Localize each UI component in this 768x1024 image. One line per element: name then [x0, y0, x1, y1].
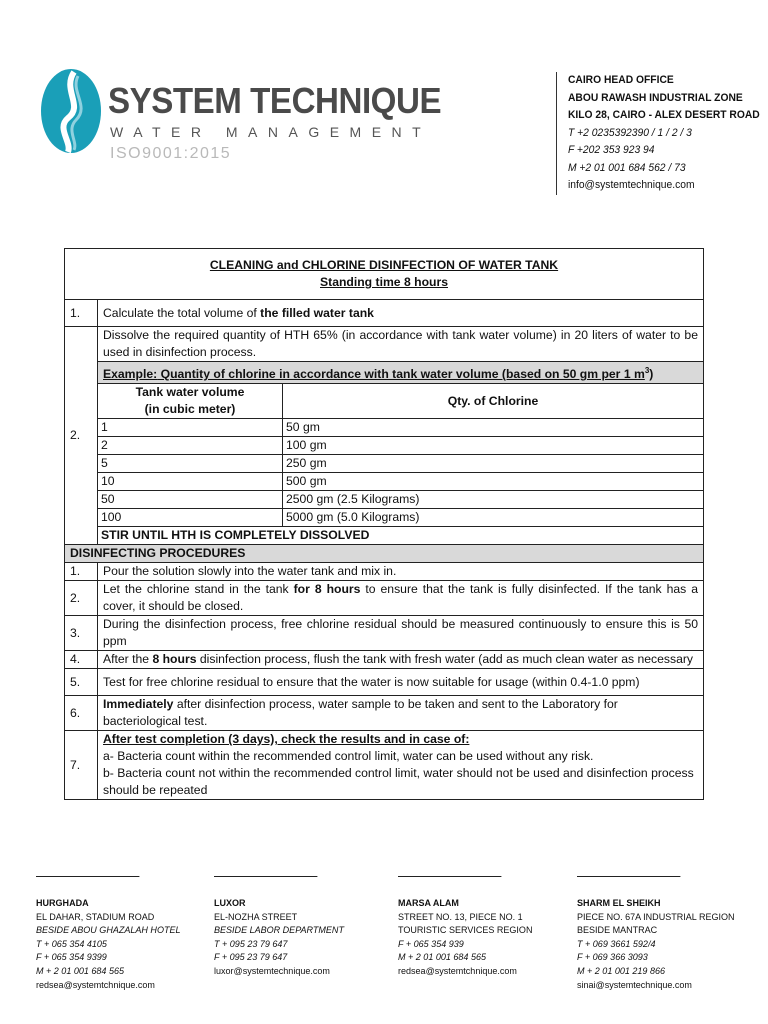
quantity-cell: 50 gm [283, 419, 704, 437]
head-office-line: KILO 28, CAIRO - ALEX DESERT ROAD [567, 109, 760, 121]
example-line: Example: Quantity of chlorine in accordance with tank water volume (based on 50 gm per 1 $m^3$) [98, 362, 703, 384]
head-office-line: CAIRO HEAD OFFICE [567, 74, 674, 86]
procedure-row [65, 563, 704, 581]
volume-cell: 5 [98, 455, 283, 473]
step-content [98, 327, 704, 545]
procedure-text: Let the chlorine stand in the tank for 8 hours to ensure that the tank is fully disinfected. If the tank has a cover, it should be closed. [98, 581, 704, 616]
quantity-cell: 2500 gm (2.5 Kilograms) [283, 491, 704, 509]
branch-line: BESIDE LABOR DEPARTMENT [214, 925, 344, 937]
column-header-volume: Tank water volume (in cubic meter) [98, 384, 283, 419]
branch-city: SHARM EL SHEIKH [577, 898, 661, 909]
branch-sharm-el-sheikh [577, 876, 739, 992]
procedure-number: 4. [65, 651, 98, 669]
procedure-text: Test for free chlorine residual to ensure that the water is now suitable for usage (within 0.4-1.0 ppm) [98, 669, 704, 696]
procedure-row [65, 669, 704, 696]
branch-luxor [214, 876, 376, 979]
result-option-b: b- Bacteria count not within the recommended control limit, water should not be used and disinfection process should be repeated [103, 766, 694, 798]
branch-phone: T + 069 3661 592/4 [577, 938, 656, 950]
table-header-row [98, 384, 703, 419]
branch-phone: T + 095 23 79 647 [214, 938, 288, 950]
branch-email: luxor@systemtechnique.com [214, 965, 330, 977]
procedure-row [65, 731, 704, 800]
volume-cell: 100 [98, 509, 283, 527]
head-office-address [556, 72, 760, 195]
step-number: 1. [65, 300, 98, 327]
branch-fax: F + 065 354 9399 [36, 952, 107, 964]
branch-line: TOURISTIC SERVICES REGION [398, 925, 533, 937]
quantity-cell: 250 gm [283, 455, 704, 473]
quantity-cell: 100 gm [283, 437, 704, 455]
stir-instruction: STIR UNTIL HTH IS COMPLETELY DISSOLVED [98, 527, 703, 545]
branch-city: LUXOR [214, 898, 246, 909]
branch-hurghada [36, 876, 198, 992]
branch-fax: F + 065 354 939 [398, 938, 464, 950]
company-logo [38, 66, 104, 156]
procedure-number: 7. [65, 731, 98, 800]
branch-mobile: M + 2 01 001 684 565 [36, 965, 125, 977]
company-tagline: WATER MANAGEMENT [110, 124, 432, 140]
procedure-row [65, 616, 704, 651]
document-title: CLEANING and CHLORINE DISINFECTION OF WATER TANK [209, 258, 559, 272]
volume-cell: 2 [98, 437, 283, 455]
step-row [65, 327, 704, 545]
table-row [98, 473, 703, 491]
volume-cell: 10 [98, 473, 283, 491]
head-office-line: ABOU RAWASH INDUSTRIAL ZONE [567, 91, 743, 104]
branch-marsa-alam [398, 876, 560, 979]
step-row [65, 300, 704, 327]
result-option-a: a- Bacteria count within the recommended control limit, water can be used without any risk. [103, 749, 594, 764]
branch-line: STREET NO. 13, PIECE NO. 1 [398, 911, 523, 923]
procedure-row [65, 581, 704, 616]
branch-line: EL-NOZHA STREET [214, 911, 298, 923]
step-text: Calculate the total volume of the filled water tank [98, 300, 704, 327]
branch-line: PIECE NO. 67A INDUSTRIAL REGION [577, 911, 735, 923]
branch-line: BESIDE MANTRAC [577, 925, 658, 937]
iso-certification: ISO9001:2015 [110, 145, 232, 162]
branch-city: MARSA ALAM [398, 898, 459, 909]
procedure-text: During the disinfection process, free chlorine residual should be measured continuously to ensure this is 50 ppm [98, 616, 704, 651]
branch-mobile: M + 2 01 001 219 866 [577, 965, 666, 977]
branch-phone: T + 065 354 4105 [36, 938, 107, 950]
branch-line: BESIDE ABOU GHAZALAH HOTEL [36, 925, 181, 937]
table-row [98, 419, 703, 437]
procedure-number: 2. [65, 581, 98, 616]
quantity-cell: 500 gm [283, 473, 704, 491]
divider [577, 876, 680, 877]
section-heading-row [65, 545, 704, 563]
branch-email: redsea@systemtchnique.com [398, 965, 517, 977]
head-office-phone: T +2 0235392390 / 1 / 2 / 3 [567, 126, 692, 139]
head-office-email: info@systemtechnique.com [567, 179, 695, 191]
procedure-number: 6. [65, 696, 98, 731]
title-row [65, 249, 704, 300]
head-office-fax: F +202 353 923 94 [567, 144, 655, 156]
procedure-row [65, 696, 704, 731]
branch-email: sinai@systemtechnique.com [577, 979, 692, 991]
results-heading: After test completion (3 days), check the results and in case of: [103, 732, 470, 747]
step-text: Dissolve the required quantity of HTH 65% (in accordance with tank water volume) in 20 liters of water to be used in disinfection process. [98, 327, 703, 362]
branch-line: EL DAHAR, STADIUM ROAD [36, 911, 155, 923]
divider [214, 876, 317, 877]
procedure-table [64, 248, 704, 800]
table-row [98, 455, 703, 473]
divider [36, 876, 139, 877]
procedure-row [65, 651, 704, 669]
chlorine-quantity-table [98, 384, 703, 544]
branch-email: redsea@systemtchnique.com [36, 979, 155, 991]
branch-mobile: M + 2 01 001 684 565 [398, 952, 487, 964]
procedure-text [98, 731, 704, 800]
quantity-cell: 5000 gm (5.0 Kilograms) [283, 509, 704, 527]
company-name: SYSTEM TECHNIQUE [108, 80, 442, 121]
volume-cell: 50 [98, 491, 283, 509]
volume-cell: 1 [98, 419, 283, 437]
procedure-text: Pour the solution slowly into the water tank and mix in. [98, 563, 704, 581]
branch-fax: F + 095 23 79 647 [214, 952, 288, 964]
stir-row [98, 527, 703, 545]
procedure-text: After the 8 hours disinfection process, flush the tank with fresh water (add as much clean water as necessary [98, 651, 704, 669]
head-office-mobile: M +2 01 001 684 562 / 73 [567, 161, 686, 174]
branch-city: HURGHADA [36, 898, 89, 909]
document-subtitle: Standing time 8 hours [320, 275, 448, 289]
table-row [98, 491, 703, 509]
column-header-quantity: Qty. of Chlorine [283, 384, 704, 419]
procedure-number: 1. [65, 563, 98, 581]
procedure-number: 3. [65, 616, 98, 651]
divider [398, 876, 501, 877]
branch-fax: F + 069 366 3093 [577, 952, 648, 964]
step-number: 2. [65, 327, 98, 545]
table-row [98, 509, 703, 527]
procedure-number: 5. [65, 669, 98, 696]
procedure-text: Immediately after disinfection process, water sample to be taken and sent to the Laboratory for bacteriological test. [98, 696, 704, 731]
table-row [98, 437, 703, 455]
title-cell [65, 249, 704, 300]
procedures-heading: DISINFECTING PROCEDURES [65, 545, 704, 563]
